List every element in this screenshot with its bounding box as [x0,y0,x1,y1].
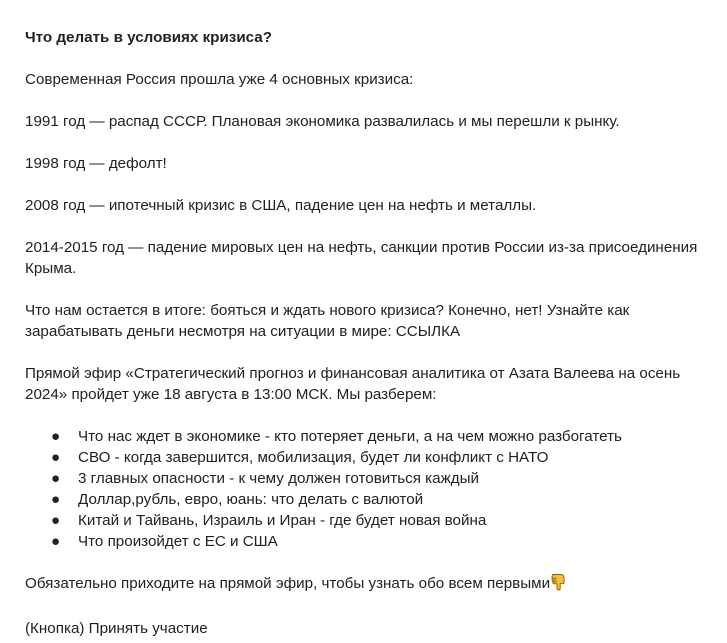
email-heading: Что делать в условиях кризиса? [25,29,273,46]
list-item [51,510,715,531]
list-item-text: Доллар,рубль, евро, юань: что делать с валютой [78,491,424,508]
crisis-2014-paragraph: 2014-2015 год — падение мировых цен на нефть, санкции против России из-за присоединения Крыма. [25,239,698,277]
bullet-icon: ● [51,470,61,487]
list-item-text: Что произойдет с ЕС и США [78,533,278,550]
list-item-text: 3 главных опасности - к чему должен готовиться каждый [78,470,479,487]
list-item [51,447,715,468]
broadcast-paragraph: Прямой эфир «Стратегический прогноз и финансовая аналитика от Азата Валеева на осень 2024» пройдет уже 18 августа в 13:00 МСК. Мы разберем: [25,365,681,403]
list-item [51,468,715,489]
crisis-1991-paragraph: 1991 год — распад СССР. Плановая экономика развалилась и мы перешли к рынку. [25,113,620,130]
list-item [51,531,715,552]
bullet-icon: ● [51,428,61,445]
list-item-text: СВО - когда завершится, мобилизация, будет ли конфликт с НАТО [78,449,549,466]
crisis-2008-paragraph: 2008 год — ипотечный кризис в США, падение цен на нефть и металлы. [25,197,537,214]
list-item-text: Китай и Тайвань, Израиль и Иран - где будет новая война [78,512,487,529]
bullet-icon: ● [51,491,61,508]
list-item [51,426,715,447]
crisis-1998-paragraph: 1998 год — дефолт! [25,155,167,172]
list-item-text: Что нас ждет в экономике - кто потеряет деньги, а на чем можно разбогатеть [78,428,622,445]
button-placeholder-text: (Кнопка) Принять участие [25,620,208,637]
bullet-icon: ● [51,512,61,529]
topics-list [25,426,715,552]
pointing-down-hand-icon [551,573,566,597]
question-paragraph: Что нам остается в итоге: бояться и ждать нового кризиса? Конечно, нет! Узнайте как зарабатывать деньги несмотря на ситуации в мире: ССЫЛКА [25,302,630,340]
bullet-icon: ● [51,533,61,550]
closing-paragraph [25,573,715,597]
intro-paragraph: Современная Россия прошла уже 4 основных кризиса: [25,71,414,88]
email-body [25,27,715,639]
closing-text: Обязательно приходите на прямой эфир, чтобы узнать обо всем первыми [25,575,551,592]
bullet-icon: ● [51,449,61,466]
list-item [51,489,715,510]
